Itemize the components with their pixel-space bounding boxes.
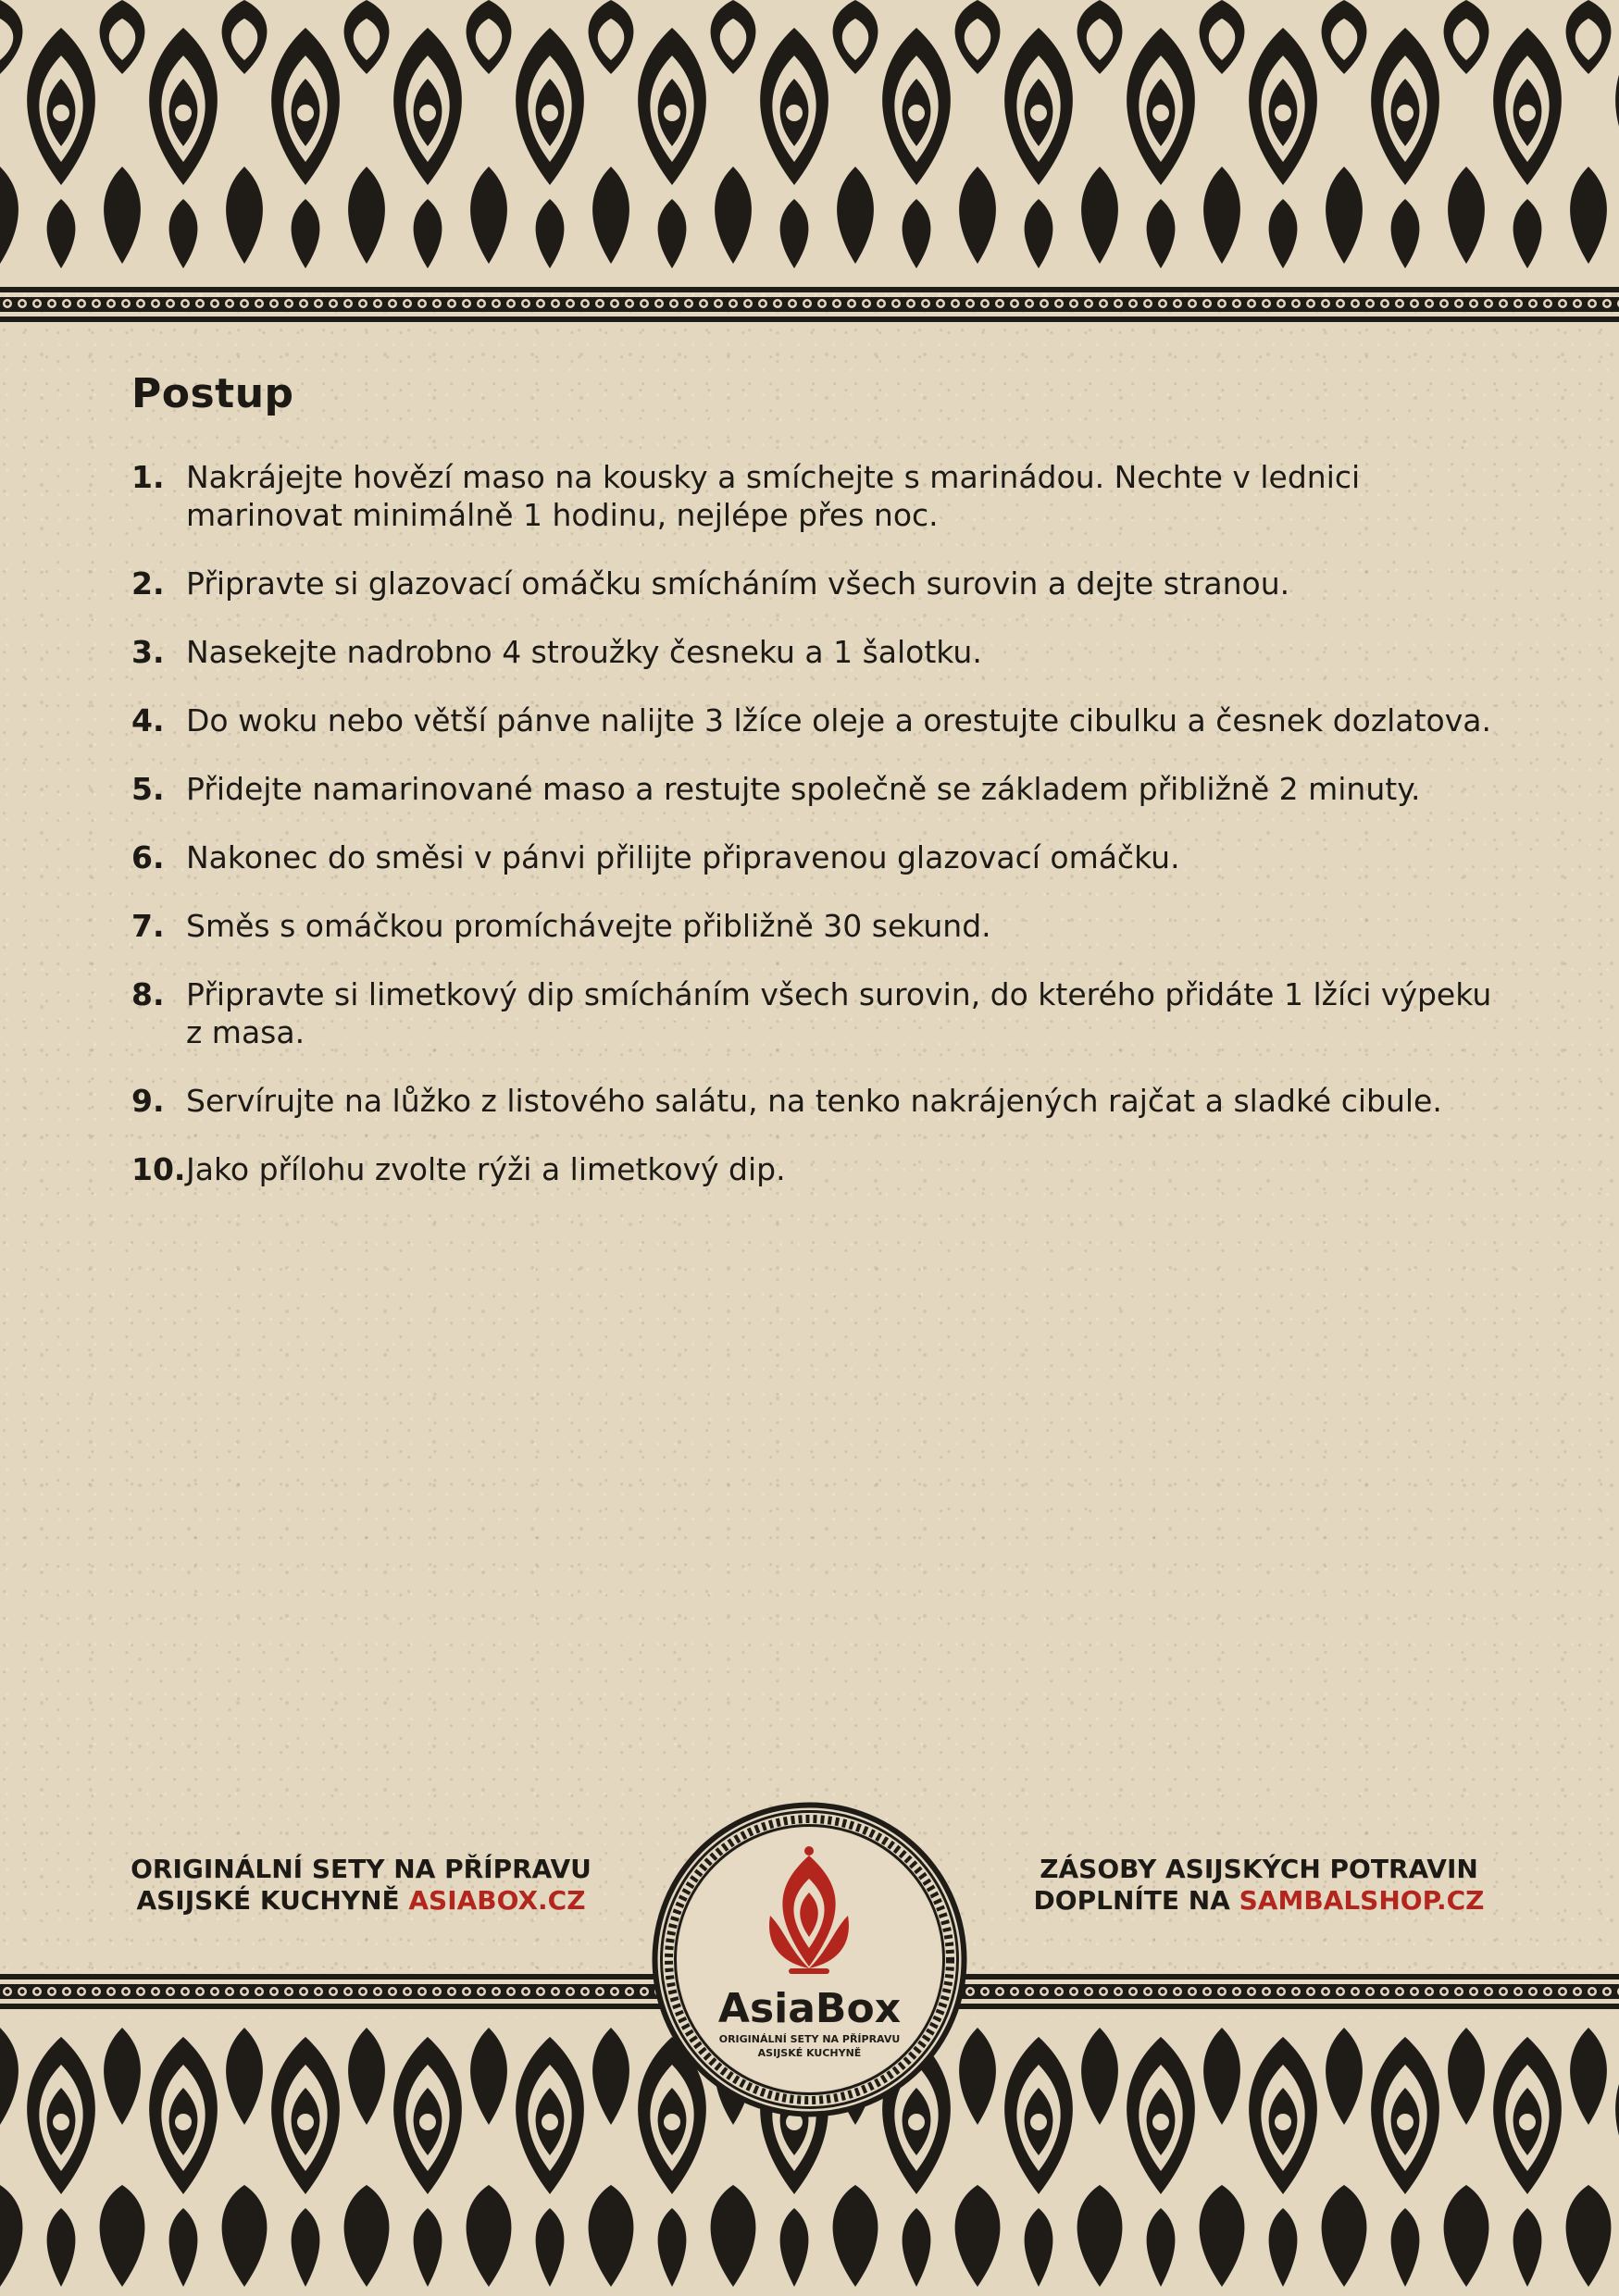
list-item [131, 975, 1492, 1051]
logo-tagline-2: ASIJSKÉ KUCHYNĚ [757, 2047, 862, 2059]
step-text: Nasekejte nadrobno 4 stroužky česneku a 1 šalotku. [186, 634, 982, 670]
asiabox-link[interactable]: ASIABOX.CZ [408, 1885, 586, 1916]
sambalshop-link[interactable]: SAMBALSHOP.CZ [1239, 1885, 1485, 1916]
footer-left-prefix: ASIJSKÉ KUCHYNĚ [136, 1885, 409, 1916]
step-text: Jako přílohu zvolte rýži a limetkový dip. [186, 1151, 786, 1187]
footer-right-line1: ZÁSOBY ASIJSKÝCH POTRAVIN [1040, 1854, 1478, 1884]
footer-right-prefix: DOPLNÍTE NA [1033, 1885, 1239, 1916]
list-item [131, 1150, 1492, 1188]
asiabox-logo [650, 1800, 969, 2119]
list-item [131, 565, 1492, 602]
step-text: Servírujte na lůžko z listového salátu, na tenko nakrájených rajčat a sladké cibule. [186, 1083, 1442, 1119]
step-number: 8. [131, 976, 165, 1012]
step-text: Nakonec do směsi v pánvi přilijte připravenou glazovací omáčku. [186, 839, 1180, 875]
footer-left-line2 [102, 1885, 620, 1917]
step-number: 2. [131, 565, 165, 602]
page-title: Postup [131, 370, 294, 417]
step-number: 10. [131, 1151, 186, 1187]
step-text: Připravte si limetkový dip smícháním všech surovin, do kterého přidáte 1 lžíci výpeku z masa. [186, 976, 1492, 1050]
step-text: Nakrájejte hovězí maso na kousky a smíchejte s marinádou. Nechte v lednici marinovat minimálně 1 hodinu, nejlépe přes noc. [186, 459, 1361, 533]
step-text: Připravte si glazovací omáčku smícháním všech surovin a dejte stranou. [186, 565, 1290, 602]
step-number: 1. [131, 459, 165, 495]
thai-ornament-icon [0, 0, 1619, 329]
step-number: 7. [131, 908, 165, 944]
footer-left-promo [102, 1854, 620, 1917]
step-number: 5. [131, 771, 165, 807]
step-number: 4. [131, 702, 165, 738]
list-item [131, 770, 1492, 808]
top-ornament-band [0, 0, 1619, 329]
step-number: 3. [131, 634, 165, 670]
logo-brand: AsiaBox [717, 1985, 902, 2032]
logo-tagline-1: ORIGINÁLNÍ SETY NA PŘÍPRAVU [718, 2033, 901, 2045]
list-item [131, 458, 1492, 534]
list-item [131, 838, 1492, 876]
footer-right-line2 [1000, 1885, 1518, 1917]
list-item [131, 633, 1492, 671]
step-number: 9. [131, 1083, 165, 1119]
step-text: Směs s omáčkou promíchávejte přibližně 30 sekund. [186, 908, 991, 944]
step-text: Přidejte namarinované maso a restujte společně se základem přibližně 2 minuty. [186, 771, 1421, 807]
logo-medallion [650, 1800, 969, 2119]
step-number: 6. [131, 839, 165, 875]
list-item [131, 907, 1492, 945]
step-text: Do woku nebo větší pánve nalijte 3 lžíce oleje a orestujte cibulku a česnek dozlatova. [186, 702, 1491, 738]
steps-list [131, 458, 1492, 1188]
list-item [131, 701, 1492, 739]
list-item [131, 1082, 1492, 1120]
footer-right-promo [1000, 1854, 1518, 1917]
procedure-section [131, 370, 1492, 1219]
footer-left-line1: ORIGINÁLNÍ SETY NA PŘÍPRAVU [131, 1854, 592, 1884]
